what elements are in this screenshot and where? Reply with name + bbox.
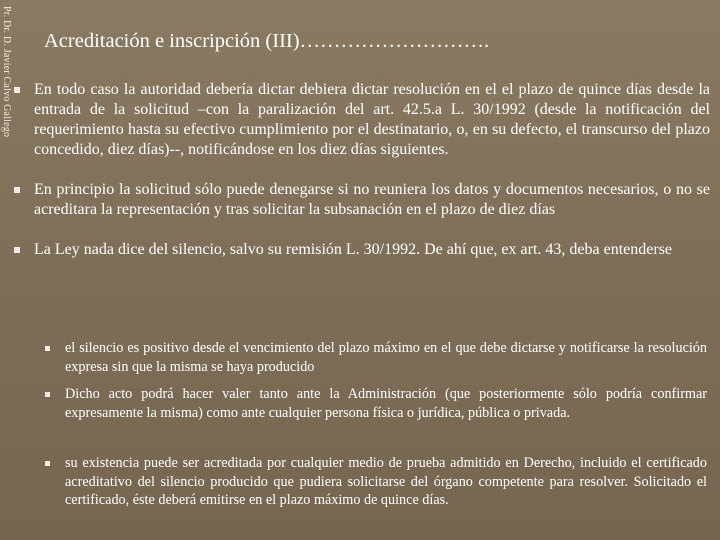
bullet-item [34, 240, 710, 260]
bullet-text: En todo caso la autoridad debería dictar debiera dictar resolución en el el plazo de quince días desde la entrada de la solicitud –con la paralización del art. 42.5.a L. 30/1992 (desde la notificación del requerimiento hasta su efectivo cumplimiento por el destinatario, o, en su defecto, el transcurso del plazo concedido, diez días)--, notificándose en los diez días siguientes. [34, 81, 710, 158]
sub-bullet-item [65, 454, 707, 510]
sub-bullet-item [65, 339, 707, 376]
sub-bullet-item [65, 385, 707, 422]
sub-bullet-text: Dicho acto podrá hacer valer tanto ante la Administración (que posteriormente sólo podría confirmar expresamente la misma) como ante cualquier persona física o jurídica, pública o privada. [65, 386, 707, 421]
bullet-item [34, 80, 710, 160]
square-bullet-icon [45, 461, 50, 466]
square-bullet-icon [14, 247, 20, 253]
square-bullet-icon [14, 187, 20, 193]
slide-title: Acreditación e inscripción (III)………………………. [44, 30, 490, 52]
bullet-text: En principio la solicitud sólo puede denegarse si no reuniera los datos y documentos necesarios, o no se acreditara la representación y tras solicitar la subsanación en el plazo de diez días [34, 181, 710, 218]
sub-bullet-text: el silencio es positivo desde el vencimiento del plazo máximo en el que debe dictarse y notificarse la resolución expresa sin que la misma se haya producido [65, 340, 707, 375]
square-bullet-icon [45, 346, 50, 351]
author-side-label: Pr. Dr. D. Javier Calvo Gallego [1, 6, 12, 138]
sub-bullet-text: su existencia puede ser acreditada por cualquier medio de prueba admitido en Derecho, incluido el certificado acreditativo del silencio producido que pudiera solicitarse del órgano competente para resolver. Solicitado el certificado, éste deberá emitirse en el plazo máximo de quince días. [65, 455, 707, 508]
square-bullet-icon [45, 392, 50, 397]
bullet-text: La Ley nada dice del silencio, salvo su remisión L. 30/1992. De ahí que, ex art. 43, deba entenderse [34, 241, 673, 258]
square-bullet-icon [14, 87, 20, 93]
bullet-item [34, 180, 710, 220]
